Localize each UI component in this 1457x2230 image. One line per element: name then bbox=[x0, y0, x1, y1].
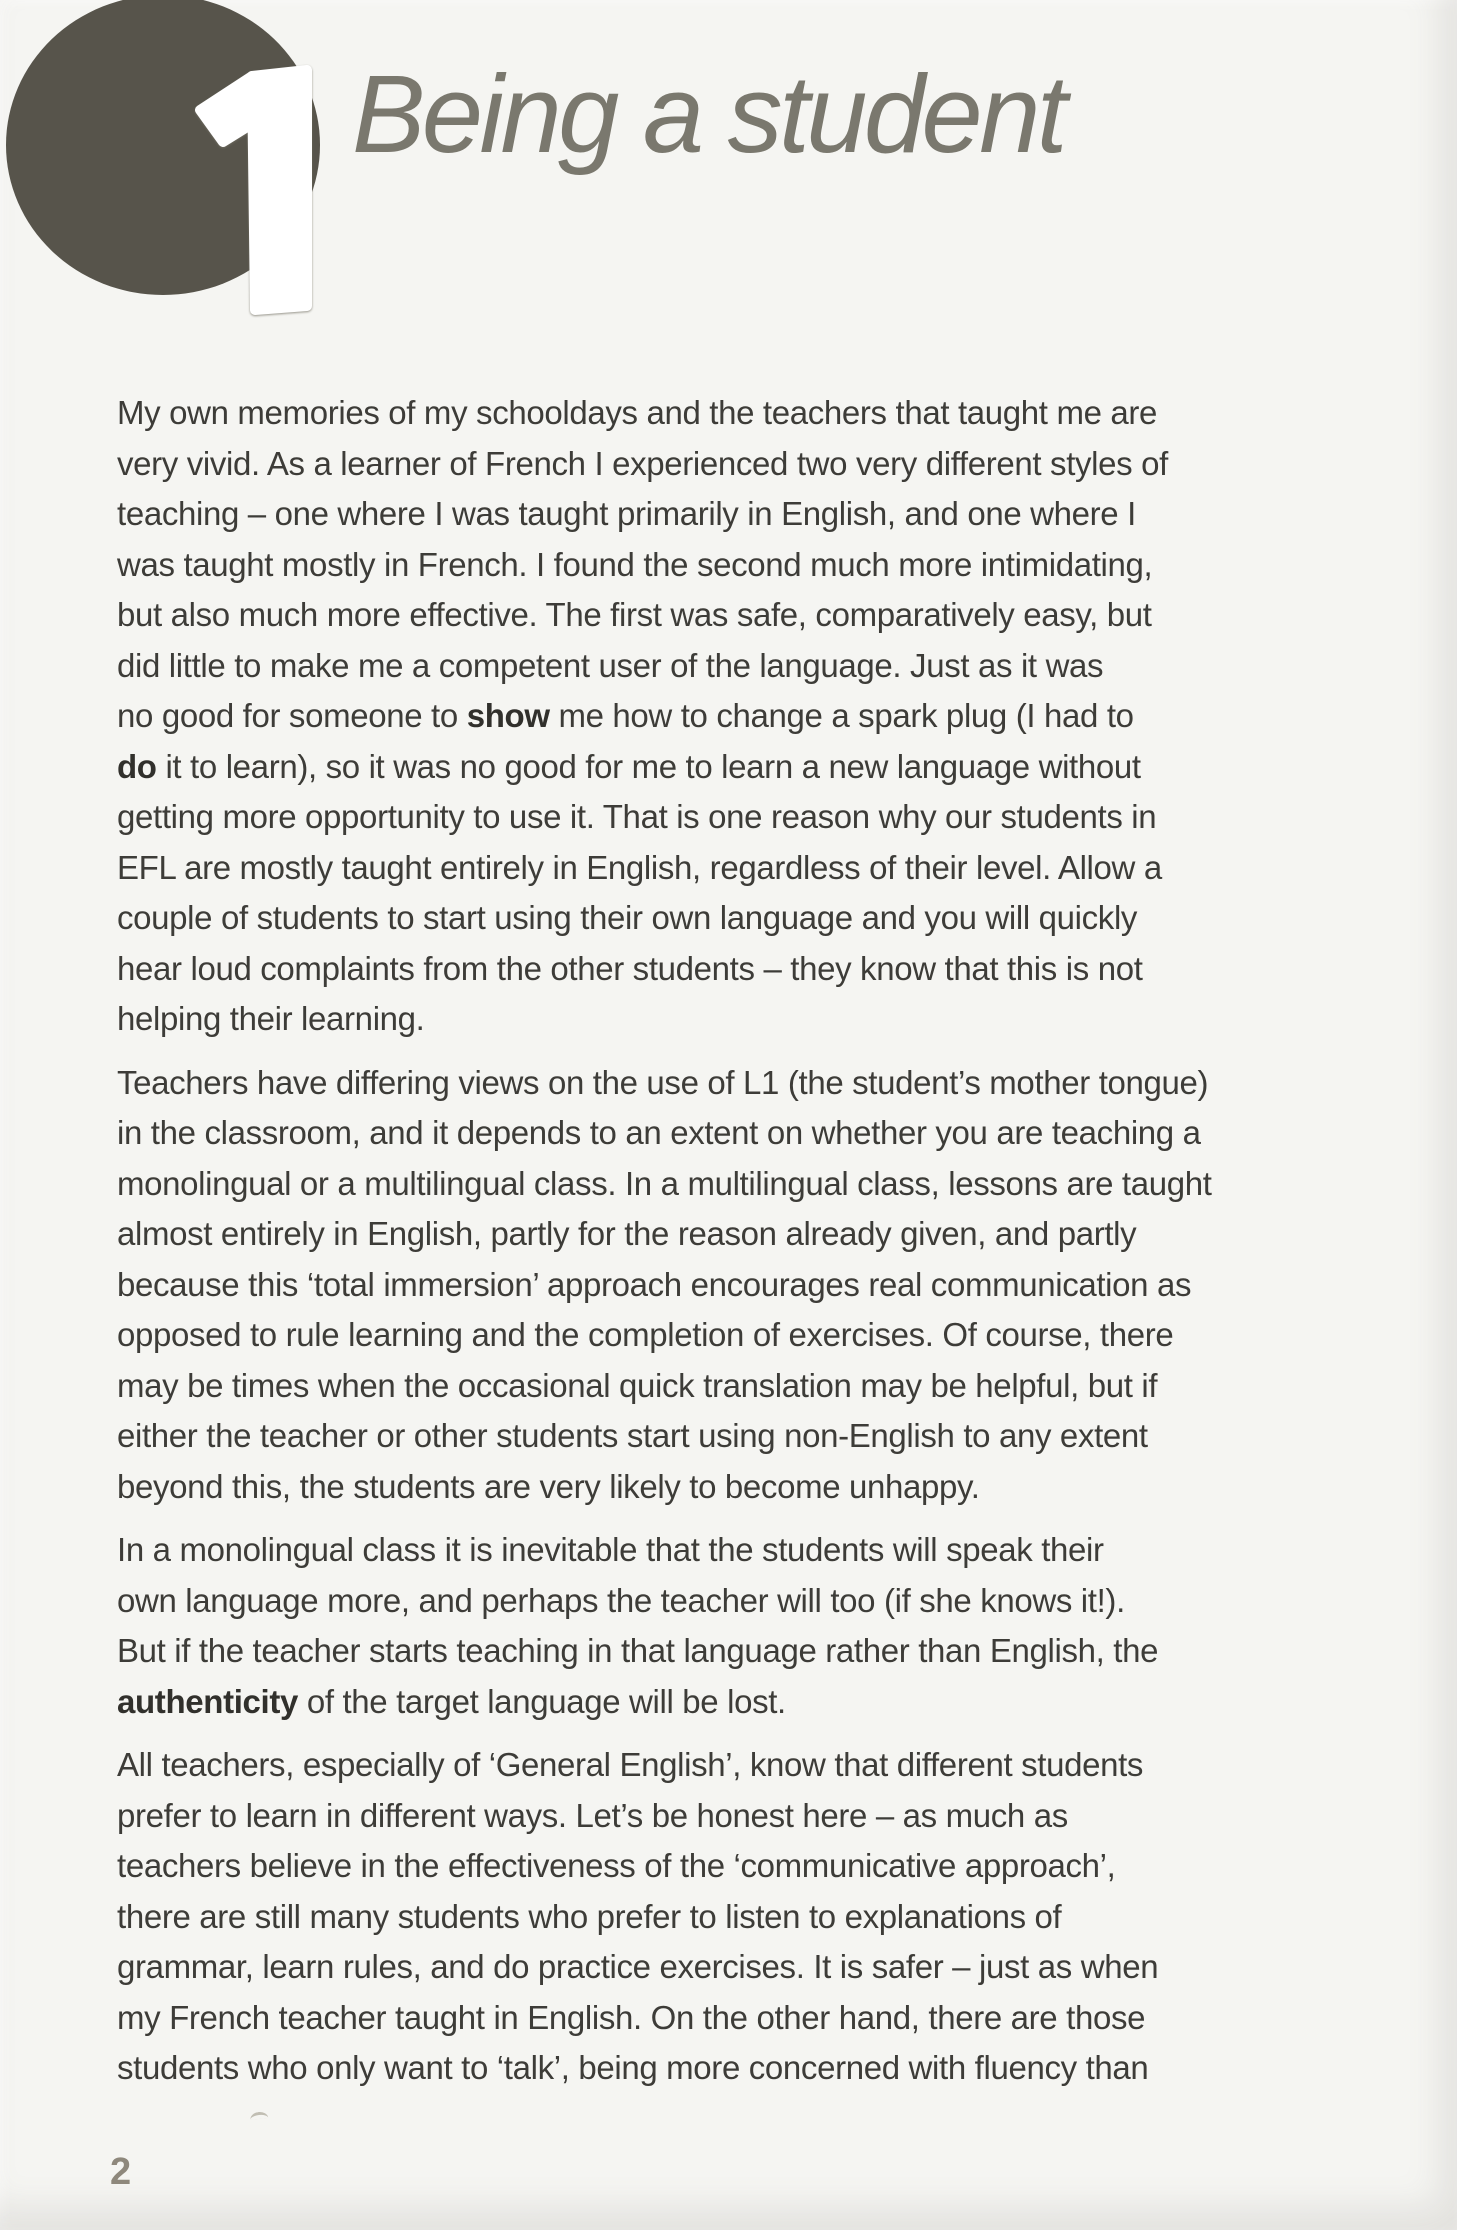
text-line: couple of students to start using their own language and you will quickly bbox=[117, 899, 1138, 936]
text-line: own language more, and perhaps the teacher will too (if she knows it!). bbox=[117, 1581, 1125, 1619]
text-line: students who only want to ‘talk’, being more concerned with fluency than bbox=[117, 2049, 1149, 2086]
text-line: But if the teacher starts teaching in that language rather than English, the bbox=[117, 1632, 1159, 1669]
text-line: very vivid. As a learner of French I experienced two very different styles of bbox=[117, 444, 1168, 482]
paragraph bbox=[117, 1525, 1212, 1727]
scan-artifact-mark bbox=[250, 2111, 269, 2120]
text-line: prefer to learn in different ways. Let’s be honest here – as much as bbox=[117, 1796, 1068, 1834]
text-line: may be times when the occasional quick translation may be helpful, but if bbox=[117, 1366, 1158, 1404]
text-line: in the classroom, and it depends to an extent on whether you are teaching a bbox=[117, 1114, 1201, 1151]
page-number: 2 bbox=[110, 2151, 132, 2193]
text-line: monolingual or a multilingual class. In a multilingual class, lessons are taught bbox=[117, 1164, 1212, 1202]
text-line: beyond this, the students are very likely to become unhappy. bbox=[117, 1467, 980, 1505]
text-line: opposed to rule learning and the completion of exercises. Of course, there bbox=[117, 1316, 1174, 1353]
text-line: hear loud complaints from the other students – they know that this is not bbox=[117, 949, 1143, 987]
text-line: was taught mostly in French. I found the second much more intimidating, bbox=[117, 545, 1153, 583]
paragraph bbox=[117, 1058, 1212, 1513]
text-line: did little to make me a competent user of the language. Just as it was bbox=[117, 646, 1104, 684]
body-text bbox=[117, 388, 1212, 2107]
text-line: EFL are mostly taught entirely in English, regardless of their level. Allow a bbox=[117, 848, 1162, 886]
text-line: almost entirely in English, partly for the reason already given, and partly bbox=[117, 1215, 1137, 1252]
text-line: my French teacher taught in English. On the other hand, there are those bbox=[117, 1998, 1146, 2036]
chapter-badge bbox=[0, 0, 345, 327]
text-line: Teachers have differing views on the use of L1 (the student’s mother tongue) bbox=[117, 1063, 1209, 1101]
text-line: grammar, learn rules, and do practice exercises. It is safer – just as when bbox=[117, 1948, 1159, 1985]
chapter-title: Being a student bbox=[352, 53, 1064, 176]
paragraph bbox=[117, 388, 1212, 1045]
text-line: do it to learn), so it was no good for me to learn a new language without bbox=[117, 747, 1141, 785]
paragraph bbox=[117, 1740, 1212, 2094]
text-line: teachers believe in the effectiveness of the ‘communicative approach’, bbox=[117, 1847, 1116, 1884]
text-line: because this ‘total immersion’ approach encourages real communication as bbox=[117, 1265, 1192, 1303]
text-line: there are still many students who prefer to listen to explanations of bbox=[117, 1897, 1062, 1935]
text-line: teaching – one where I was taught primarily in English, and one where I bbox=[117, 495, 1136, 532]
text-line: All teachers, especially of ‘General English’, know that different students bbox=[117, 1746, 1144, 1783]
text-line: either the teacher or other students start using non-English to any extent bbox=[117, 1417, 1148, 1454]
text-line: no good for someone to show me how to change a spark plug (I had to bbox=[117, 697, 1134, 734]
text-line: getting more opportunity to use it. That is one reason why our students in bbox=[117, 798, 1157, 835]
text-line: helping their learning. bbox=[117, 1000, 425, 1037]
text-line: My own memories of my schooldays and the teachers that taught me are bbox=[117, 394, 1158, 431]
text-line: but also much more effective. The first was safe, comparatively easy, but bbox=[117, 596, 1152, 633]
text-line: authenticity of the target language will be lost. bbox=[117, 1682, 786, 1720]
text-line: In a monolingual class it is inevitable that the students will speak their bbox=[117, 1531, 1104, 1568]
